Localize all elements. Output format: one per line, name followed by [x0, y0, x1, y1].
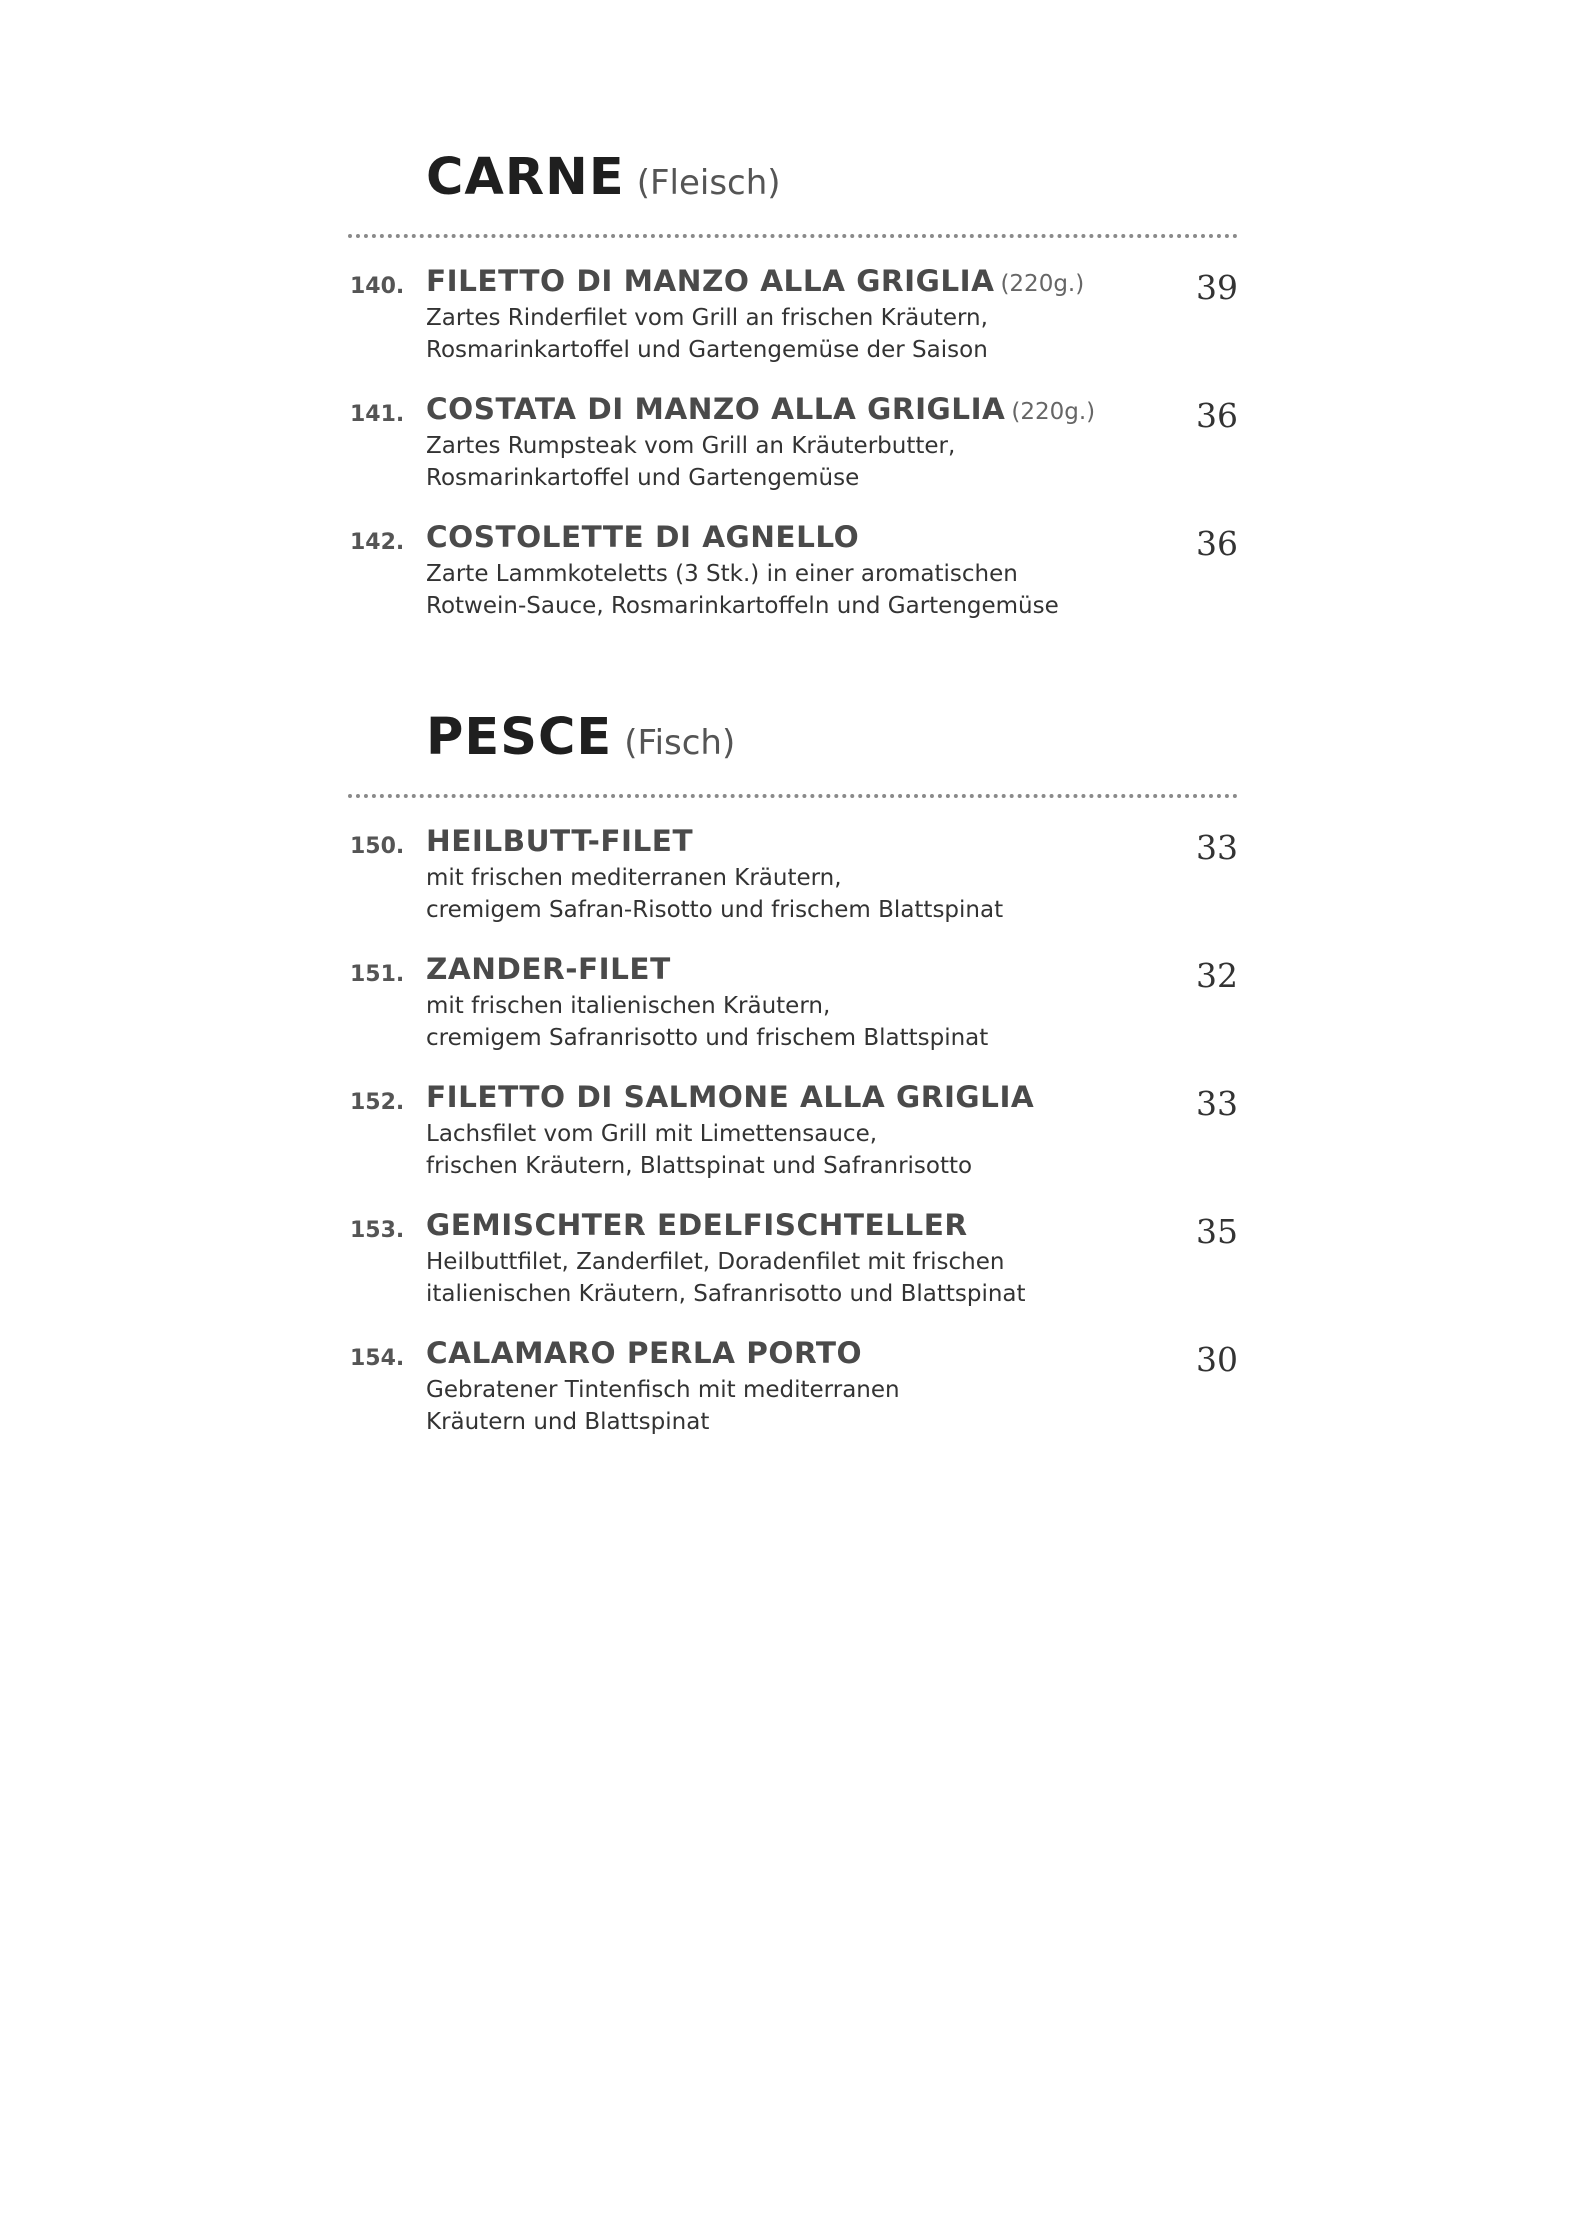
item-description-line: italienischen Kräutern, Safranrisotto und Blattspinat	[426, 1281, 1026, 1307]
menu-item	[348, 520, 1238, 648]
item-price: 36	[1196, 524, 1238, 563]
item-name-text: FILETTO DI SALMONE ALLA GRIGLIA	[426, 1080, 1035, 1114]
item-description-line: Zarte Lammkoteletts (3 Stk.) in einer aromatischen	[426, 561, 1018, 587]
section-carne	[348, 148, 1238, 619]
menu-item	[348, 392, 1238, 520]
item-description	[426, 1246, 1026, 1310]
item-name-text: COSTATA DI MANZO ALLA GRIGLIA	[426, 392, 1006, 426]
item-description-line: cremigem Safranrisotto und frischem Blattspinat	[426, 1025, 989, 1051]
item-description-line: Zartes Rinderfilet vom Grill an frischen Kräutern,	[426, 305, 988, 331]
item-price: 33	[1196, 1084, 1238, 1123]
item-number: 152.	[350, 1090, 405, 1115]
item-number: 151.	[350, 962, 405, 987]
item-description-line: Rosmarinkartoffel und Gartengemüse der Saison	[426, 337, 988, 363]
menu-item	[348, 952, 1238, 1080]
menu-item	[348, 1208, 1238, 1336]
section-title-sub: (Fisch)	[624, 723, 736, 763]
item-description-line: Gebratener Tintenfisch mit mediterranen	[426, 1377, 900, 1403]
item-number: 153.	[350, 1218, 405, 1243]
item-number: 141.	[350, 402, 405, 427]
menu-item	[348, 824, 1238, 952]
item-name-text: GEMISCHTER EDELFISCHTELLER	[426, 1208, 968, 1242]
item-price: 35	[1196, 1212, 1238, 1251]
item-name	[426, 1208, 968, 1242]
item-description	[426, 302, 988, 366]
item-description	[426, 1118, 972, 1182]
item-number: 150.	[350, 834, 405, 859]
dotted-divider	[348, 794, 1238, 798]
item-description-line: mit frischen mediterranen Kräutern,	[426, 865, 842, 891]
section-title-sub: (Fleisch)	[636, 163, 781, 203]
item-weight: (220g.)	[1011, 399, 1096, 425]
item-description-line: Rosmarinkartoffel und Gartengemüse	[426, 465, 860, 491]
section-header	[348, 708, 1238, 794]
item-description	[426, 990, 988, 1054]
item-description-line: Heilbuttfilet, Zanderfilet, Doradenfilet mit frischen	[426, 1249, 1005, 1275]
dotted-divider	[348, 234, 1238, 238]
item-name-text: COSTOLETTE DI AGNELLO	[426, 520, 860, 554]
item-weight: (220g.)	[1000, 271, 1085, 297]
menu-item	[348, 264, 1238, 392]
item-name	[426, 1080, 1034, 1114]
menu-item	[348, 1080, 1238, 1208]
item-name-text: CALAMARO PERLA PORTO	[426, 1336, 863, 1370]
item-price: 36	[1196, 396, 1238, 435]
item-name	[426, 520, 859, 554]
item-description	[426, 558, 1059, 622]
item-name	[426, 824, 693, 858]
item-description-line: mit frischen italienischen Kräutern,	[426, 993, 831, 1019]
item-price: 30	[1196, 1340, 1238, 1379]
item-number: 140.	[350, 274, 405, 299]
item-description	[426, 430, 955, 494]
item-number: 154.	[350, 1346, 405, 1371]
section-title-main: CARNE	[426, 148, 625, 207]
menu-items	[348, 824, 1238, 1464]
item-name-text: HEILBUTT-FILET	[426, 824, 694, 858]
section-title	[426, 708, 735, 767]
item-name	[426, 952, 671, 986]
item-name-text: FILETTO DI MANZO ALLA GRIGLIA	[426, 264, 995, 298]
item-price: 32	[1196, 956, 1238, 995]
item-price: 39	[1196, 268, 1238, 307]
item-name	[426, 1336, 862, 1370]
section-title-main: PESCE	[426, 708, 613, 767]
item-name-text: ZANDER-FILET	[426, 952, 671, 986]
item-description-line: Lachsfilet vom Grill mit Limettensauce,	[426, 1121, 878, 1147]
section-pesce	[348, 708, 1238, 1435]
menu-item	[348, 1336, 1238, 1464]
item-description-line: Kräutern und Blattspinat	[426, 1409, 710, 1435]
item-description-line: Zartes Rumpsteak vom Grill an Kräuterbutter,	[426, 433, 956, 459]
item-description-line: Rotwein-Sauce, Rosmarinkartoffeln und Gartengemüse	[426, 593, 1059, 619]
item-description-line: cremigem Safran-Risotto und frischem Blattspinat	[426, 897, 1004, 923]
item-number: 142.	[350, 530, 405, 555]
item-description-line: frischen Kräutern, Blattspinat und Safranrisotto	[426, 1153, 973, 1179]
menu-items	[348, 264, 1238, 648]
item-description	[426, 1374, 900, 1438]
item-name	[426, 392, 1095, 426]
item-name	[426, 264, 1084, 298]
item-price: 33	[1196, 828, 1238, 867]
section-title	[426, 148, 781, 207]
item-description	[426, 862, 1003, 926]
section-header	[348, 148, 1238, 234]
